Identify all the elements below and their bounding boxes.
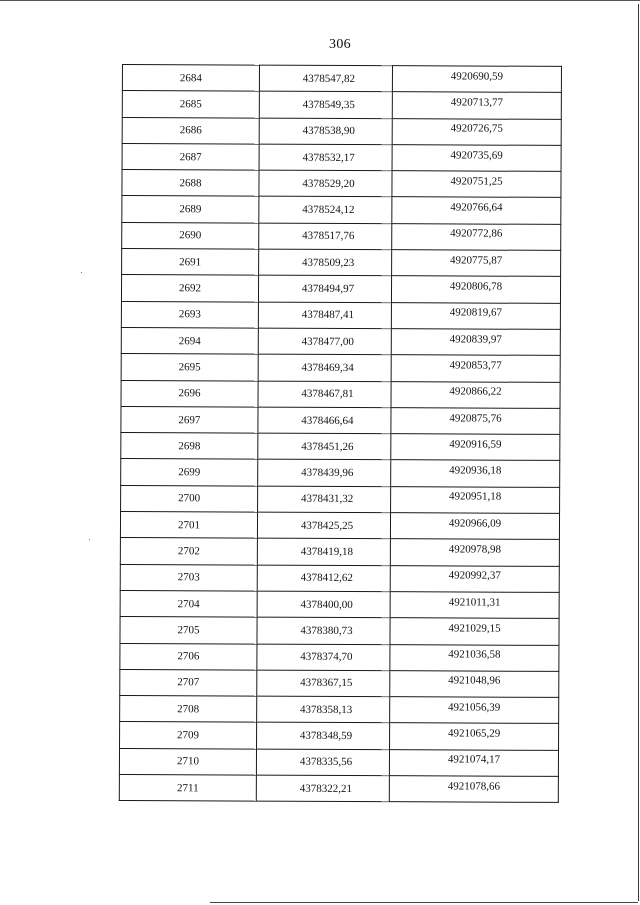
scan-speck (89, 539, 90, 540)
coordinates-table-body (119, 65, 561, 803)
table-row (122, 196, 561, 224)
table-row (120, 722, 559, 750)
y-coordinate-cell: 4920713,77 (392, 92, 561, 119)
table-row (121, 380, 560, 408)
table-row (119, 775, 558, 803)
table-row (121, 327, 560, 355)
y-coordinate-cell: 4921074,17 (389, 749, 558, 776)
y-coordinate-cell: 4920936,18 (391, 460, 560, 487)
x-coordinate-cell: 4378517,76 (259, 223, 392, 250)
x-coordinate-cell: 4378425,25 (257, 512, 390, 539)
page-edge-bottom (210, 902, 638, 903)
x-coordinate-cell: 4378380,73 (257, 617, 390, 644)
table-row (120, 512, 559, 540)
table-row (120, 564, 559, 592)
x-coordinate-cell: 4378487,41 (258, 302, 391, 329)
point-number-cell: 2694 (121, 327, 258, 354)
point-number-cell: 2700 (121, 485, 258, 512)
y-coordinate-cell: 4920992,37 (390, 565, 559, 592)
table-row (122, 170, 561, 198)
y-coordinate-cell: 4920766,64 (392, 197, 561, 224)
table-row (122, 143, 561, 171)
point-number-cell: 2708 (120, 696, 257, 723)
page-edge-right (638, 4, 639, 901)
table-row (122, 65, 561, 93)
table-row (121, 433, 560, 461)
x-coordinate-cell: 4378547,82 (259, 65, 392, 92)
y-coordinate-cell: 4921011,31 (390, 592, 559, 619)
x-coordinate-cell: 4378494,97 (258, 275, 391, 302)
table-row (122, 249, 561, 277)
y-coordinate-cell: 4920853,77 (391, 355, 560, 382)
point-number-cell: 2689 (122, 196, 259, 223)
y-coordinate-cell: 4920772,86 (392, 223, 561, 250)
point-number-cell: 2711 (119, 775, 256, 802)
table-row (120, 696, 559, 724)
y-coordinate-cell: 4921078,66 (389, 776, 558, 803)
point-number-cell: 2705 (120, 617, 257, 644)
x-coordinate-cell: 4378348,59 (257, 723, 390, 750)
point-number-cell: 2699 (121, 459, 258, 486)
table-row (122, 91, 561, 119)
point-number-cell: 2685 (122, 91, 259, 118)
point-number-cell: 2704 (120, 590, 257, 617)
y-coordinate-cell: 4920751,25 (392, 171, 561, 198)
x-coordinate-cell: 4378335,56 (256, 749, 389, 776)
x-coordinate-cell: 4378469,34 (258, 354, 391, 381)
table-row (119, 748, 558, 776)
x-coordinate-cell: 4378532,17 (259, 144, 392, 171)
y-coordinate-cell: 4921029,15 (390, 618, 559, 645)
point-number-cell: 2691 (122, 249, 259, 276)
table-row (120, 590, 559, 618)
table-row (120, 669, 559, 697)
coordinates-table (119, 64, 562, 803)
point-number-cell: 2696 (121, 380, 258, 407)
x-coordinate-cell: 4378412,62 (257, 565, 390, 592)
point-number-cell: 2702 (120, 538, 257, 565)
y-coordinate-cell: 4920806,78 (391, 276, 560, 303)
x-coordinate-cell: 4378477,00 (258, 328, 391, 355)
y-coordinate-cell: 4920866,22 (391, 381, 560, 408)
scan-speck (81, 272, 82, 273)
point-number-cell: 2698 (121, 433, 258, 460)
x-coordinate-cell: 4378367,15 (257, 670, 390, 697)
table-row (121, 485, 560, 513)
y-coordinate-cell: 4921048,96 (390, 671, 559, 698)
y-coordinate-cell: 4920819,67 (391, 302, 560, 329)
x-coordinate-cell: 4378509,23 (259, 249, 392, 276)
point-number-cell: 2695 (121, 354, 258, 381)
page-number: 306 (329, 37, 351, 52)
page-edge-top (0, 0, 640, 1)
y-coordinate-cell: 4920690,59 (392, 66, 561, 93)
point-number-cell: 2690 (122, 222, 259, 249)
point-number-cell: 2686 (122, 117, 259, 144)
x-coordinate-cell: 4378467,81 (258, 381, 391, 408)
y-coordinate-cell: 4920735,69 (392, 145, 561, 172)
y-coordinate-cell: 4920875,76 (391, 408, 560, 435)
y-coordinate-cell: 4920839,97 (391, 329, 560, 356)
point-number-cell: 2703 (120, 564, 257, 591)
x-coordinate-cell: 4378529,20 (259, 170, 392, 197)
point-number-cell: 2706 (120, 643, 257, 670)
x-coordinate-cell: 4378524,12 (259, 197, 392, 224)
x-coordinate-cell: 4378374,70 (257, 644, 390, 671)
point-number-cell: 2697 (121, 406, 258, 433)
y-coordinate-cell: 4921065,29 (390, 723, 559, 750)
table-row (121, 459, 560, 487)
x-coordinate-cell: 4378538,90 (259, 118, 392, 145)
x-coordinate-cell: 4378400,00 (257, 591, 390, 618)
point-number-cell: 2693 (121, 301, 258, 328)
table-row (122, 222, 561, 250)
x-coordinate-cell: 4378322,21 (256, 775, 389, 802)
x-coordinate-cell: 4378466,64 (258, 407, 391, 434)
point-number-cell: 2688 (122, 170, 259, 197)
point-number-cell: 2707 (120, 669, 257, 696)
table-row (121, 354, 560, 382)
table-row (121, 406, 560, 434)
point-number-cell: 2710 (119, 748, 256, 775)
table-row (121, 301, 560, 329)
table-row (122, 117, 561, 145)
y-coordinate-cell: 4920775,87 (392, 250, 561, 277)
y-coordinate-cell: 4920951,18 (391, 486, 560, 513)
y-coordinate-cell: 4920966,09 (390, 513, 559, 540)
y-coordinate-cell: 4920916,59 (391, 434, 560, 461)
point-number-cell: 2684 (122, 65, 259, 92)
table-row (120, 617, 559, 645)
x-coordinate-cell: 4378431,32 (258, 486, 391, 513)
point-number-cell: 2709 (120, 722, 257, 749)
table-row (120, 643, 559, 671)
point-number-cell: 2692 (121, 275, 258, 302)
y-coordinate-cell: 4920726,75 (392, 118, 561, 145)
x-coordinate-cell: 4378358,13 (257, 696, 390, 723)
x-coordinate-cell: 4378451,26 (258, 433, 391, 460)
x-coordinate-cell: 4378549,35 (259, 91, 392, 118)
table-row (120, 538, 559, 566)
y-coordinate-cell: 4921056,39 (390, 697, 559, 724)
point-number-cell: 2687 (122, 143, 259, 170)
x-coordinate-cell: 4378439,96 (258, 460, 391, 487)
y-coordinate-cell: 4920978,98 (390, 539, 559, 566)
y-coordinate-cell: 4921036,58 (390, 644, 559, 671)
x-coordinate-cell: 4378419,18 (257, 538, 390, 565)
point-number-cell: 2701 (120, 512, 257, 539)
table-row (121, 275, 560, 303)
